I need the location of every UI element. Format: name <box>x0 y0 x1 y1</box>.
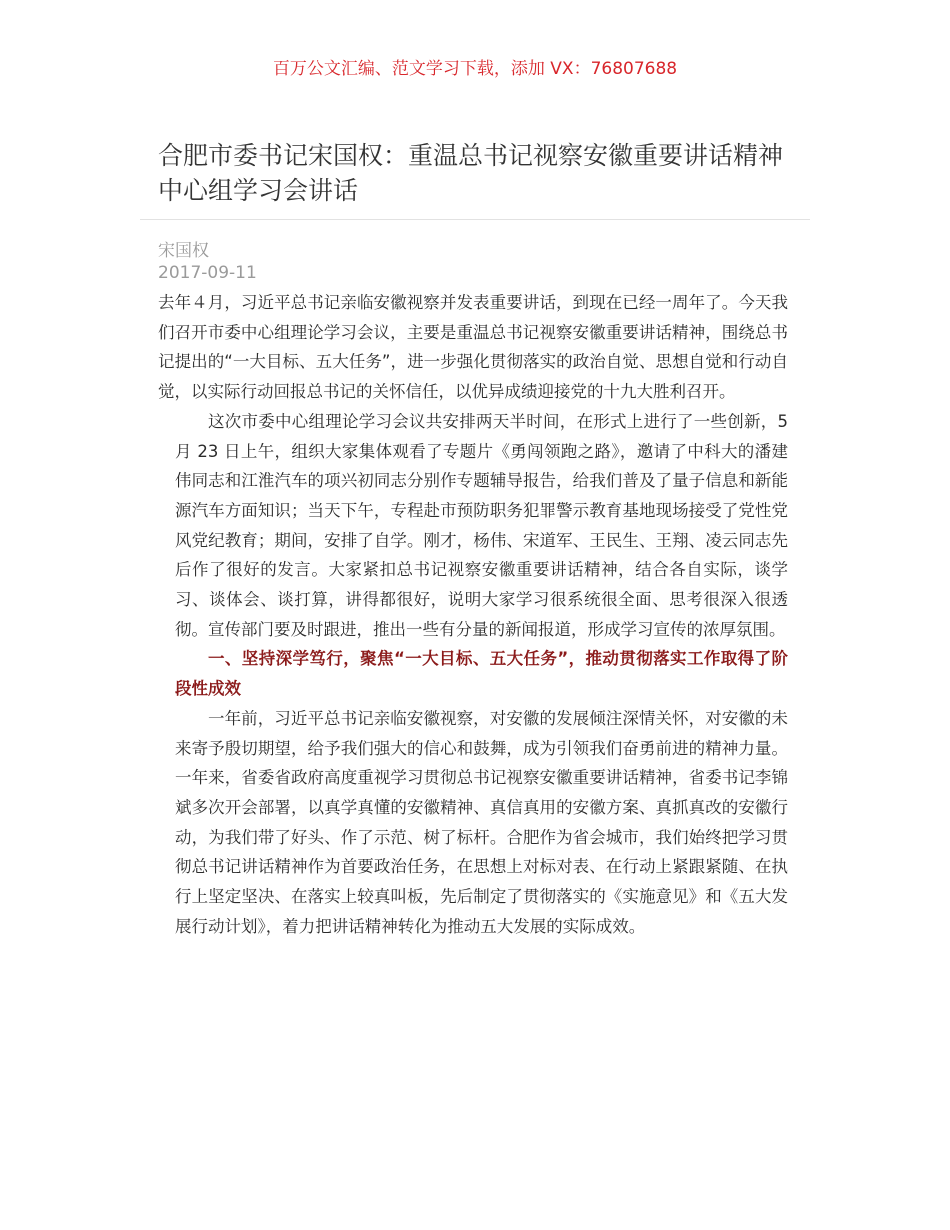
paragraph-intro: 去年４月，习近平总书记亲临安徽视察并发表重要讲话，到现在已经一周年了。今天我们召开市委中心组理论学习会议，主要是重温总书记视察安徽重要讲话精神，围绕总书记提出的“一大目标、五大任务”，进一步强化贯彻落实的政治自觉、思想自觉和行动自觉，以实际行动回报总书记的关怀信任，以优异成绩迎接党的十九大胜利召开。 <box>158 293 788 402</box>
promo-banner: 百万公文汇编、范文学习下载，添加 VX：76807688 <box>272 59 678 79</box>
article-body <box>158 288 788 941</box>
paragraph-meeting: 这次市委中心组理论学习会议共安排两天半时间，在形式上进行了一些创新，5 月 23 日上午，组织大家集体观看了专题片《勇闯领跑之路》，邀请了中科大的潘建伟同志和江淮汽车的项兴初同志分别作专题辅导报告，给我们普及了量子信息和新能源汽车方面知识；当天下午，专程赴市预防职务犯罪警示教育基地现场接受了党性党风党纪教育；期间，安排了自学。刚才，杨伟、宋道军、王民生、王翔、凌云同志先后作了很好的发言。大家紧扣总书记视察安徽重要讲话精神，结合各自实际，谈学习、谈体会、谈打算，讲得都很好，说明大家学习很系统很全面、思考很深入很透彻。宣传部门要及时跟进，推出一些有分量的新闻报道，形成学习宣传的浓厚氛围。 <box>175 411 788 639</box>
article-date: 2017-09-11 <box>158 263 257 283</box>
section-heading-1: 一、坚持深学笃行，聚焦“一大目标、五大任务”，推动贯彻落实工作取得了阶段性成效 <box>175 649 788 699</box>
title-divider <box>140 219 810 220</box>
article-author: 宋国权 <box>158 241 209 261</box>
article-title: 合肥市委书记宋国权：重温总书记视察安徽重要讲话精神中心组学习会讲话 <box>158 141 784 205</box>
paragraph-section-1: 一年前，习近平总书记亲临安徽视察，对安徽的发展倾注深情关怀，对安徽的未来寄予殷切期望，给予我们强大的信心和鼓舞，成为引领我们奋勇前进的精神力量。一年来，省委省政府高度重视学习贯彻总书记视察安徽重要讲话精神，省委书记李锦斌多次开会部署，以真学真懂的安徽精神、真信真用的安徽方案、真抓真改的安徽行动，为我们带了好头、作了示范、树了标杆。合肥作为省会城市，我们始终把学习贯彻总书记讲话精神作为首要政治任务，在思想上对标对表、在行动上紧跟紧随、在执行上坚定坚决、在落实上较真叫板，先后制定了贯彻落实的《实施意见》和《五大发展行动计划》，着力把讲话精神转化为推动五大发展的实际成效。 <box>175 708 788 936</box>
